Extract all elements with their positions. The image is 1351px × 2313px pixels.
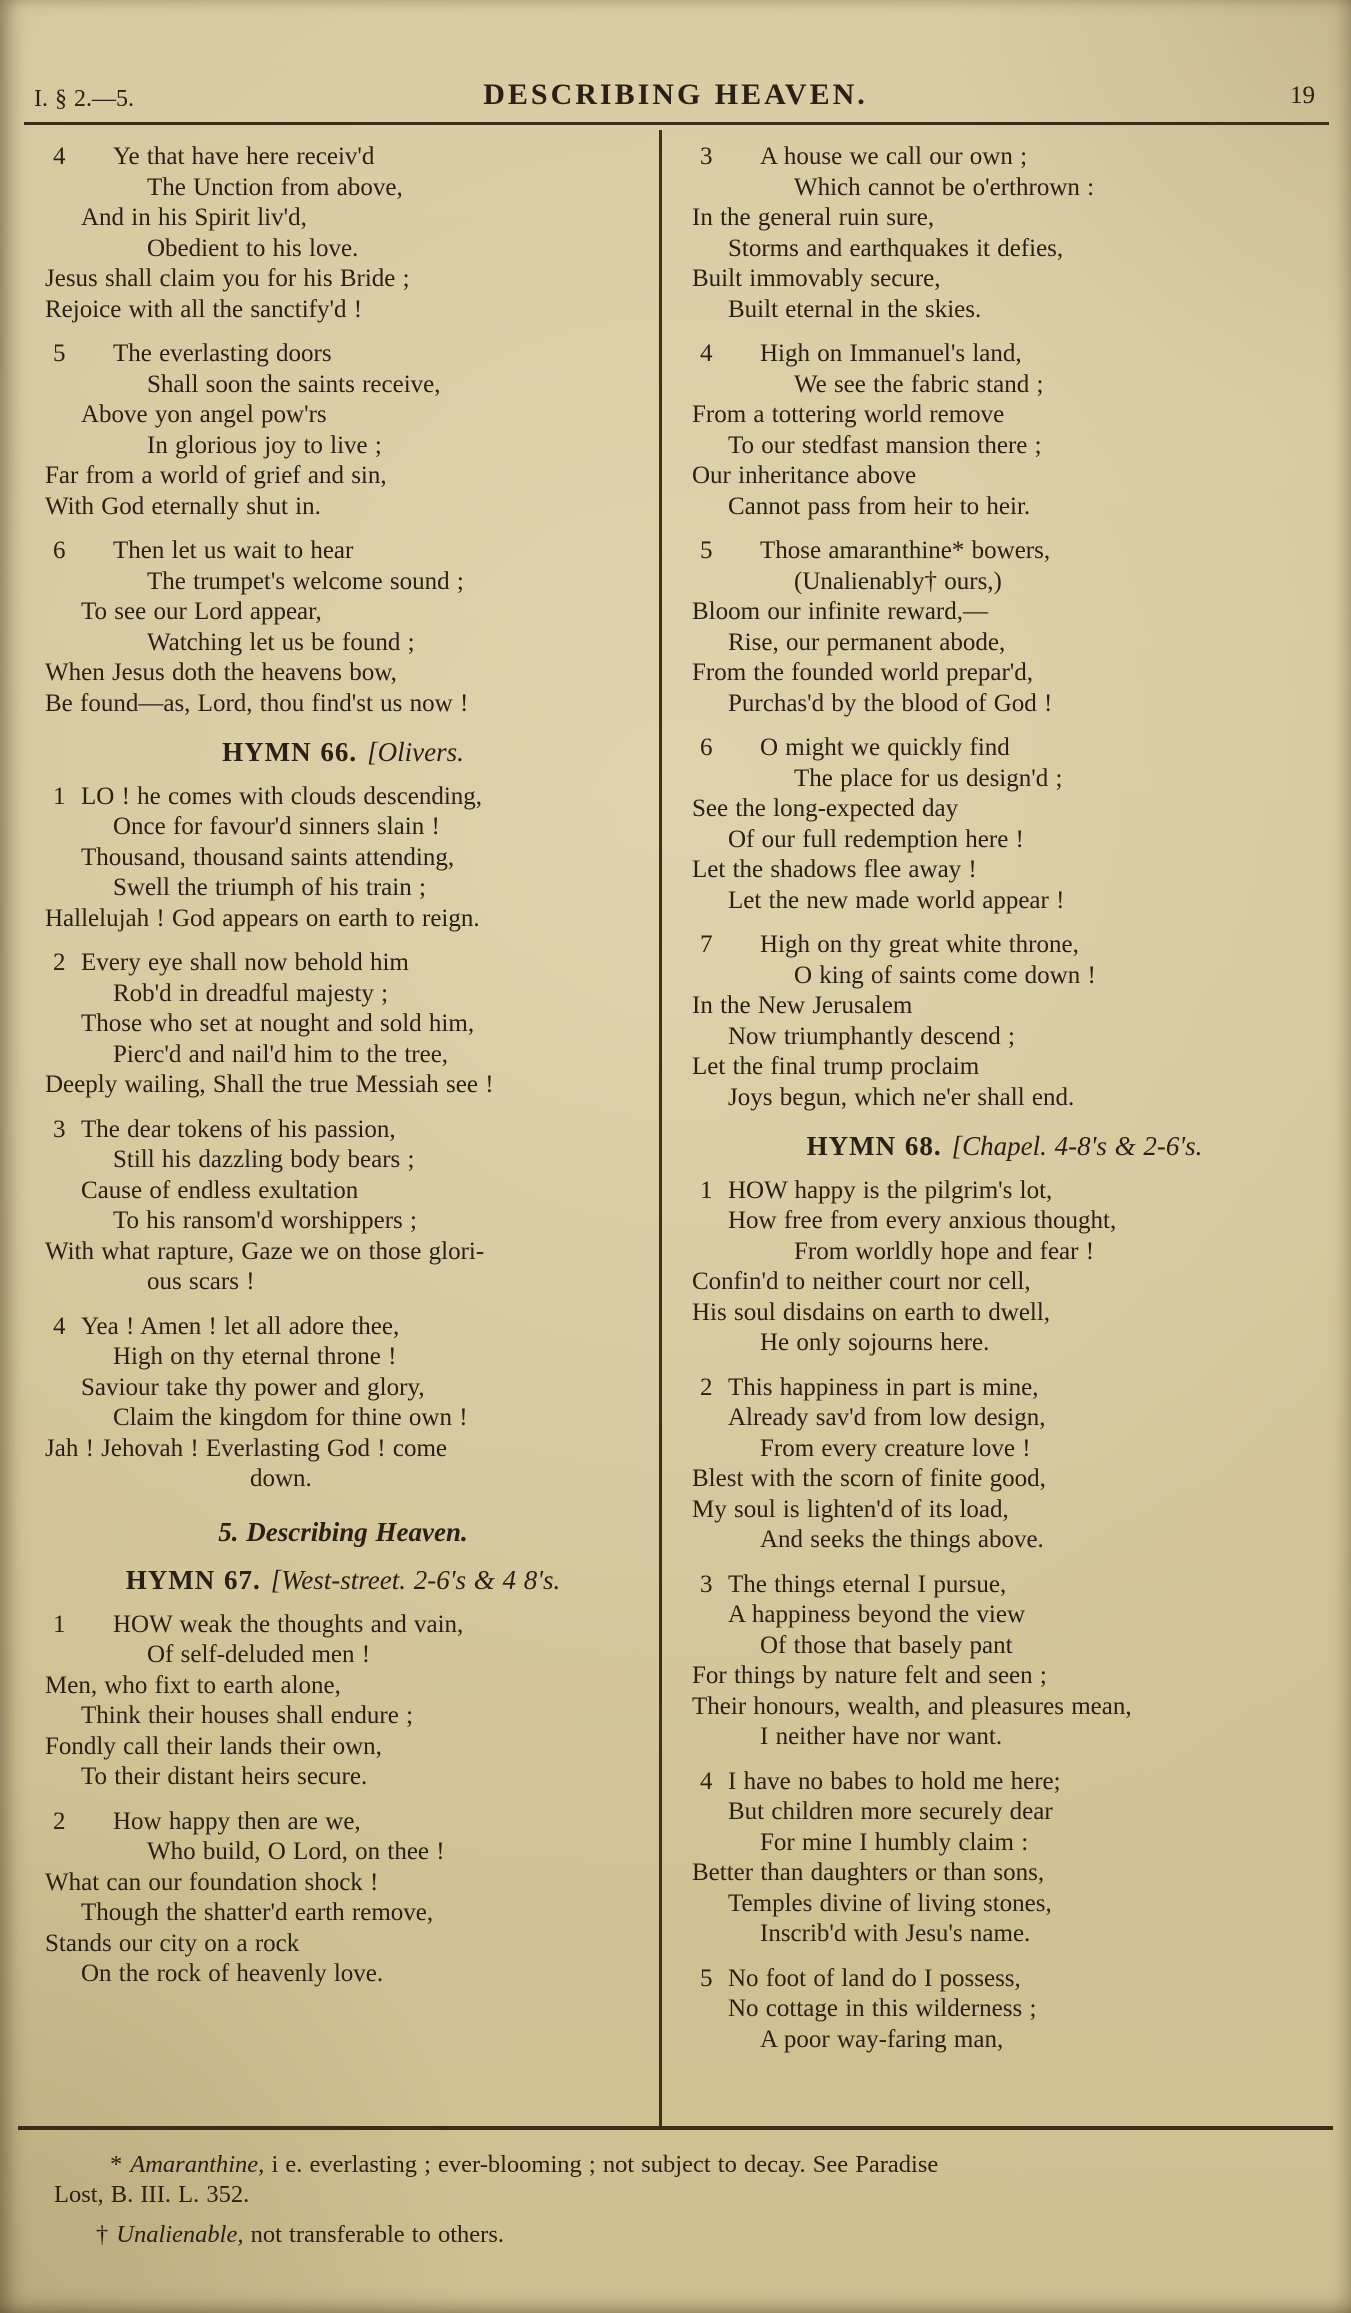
verse-line: LO ! he comes with clouds descending, (81, 782, 483, 810)
verse-line: I have no babes to hold me here; (728, 1767, 1061, 1795)
verse-line: Purchas'd by the blood of God ! (728, 689, 1053, 717)
header-rule (24, 122, 1329, 125)
verse (45, 1807, 641, 1990)
verse-line: On the rock of heavenly love. (81, 1960, 384, 1987)
verse-number: 2 (700, 1373, 713, 1401)
verse-line: Rise, our permanent abode, (728, 628, 1006, 656)
verse (692, 930, 1317, 1113)
verse-line: With what rapture, Gaze we on those glori- (45, 1237, 485, 1265)
verse-number: 7 (700, 931, 713, 958)
verse-line: In glorious joy to live ; (147, 431, 382, 459)
verse-line: A poor way-faring man, (760, 2025, 1004, 2053)
verse (692, 733, 1317, 916)
verse-line: Rob'd in dreadful majesty ; (113, 979, 389, 1007)
verse (45, 339, 641, 522)
verse-line: Above yon angel pow'rs (81, 401, 327, 428)
verse-line: To see our Lord appear, (81, 598, 322, 625)
verse-line: Let the new made world appear ! (728, 886, 1065, 914)
verse (45, 536, 641, 719)
column-divider (659, 130, 662, 2126)
verse-line: Every eye shall now behold him (81, 949, 409, 976)
verse (45, 142, 641, 325)
verse-line: Which cannot be o'erthrown : (794, 173, 1095, 201)
verse-line: Stands our city on a rock (45, 1929, 300, 1957)
verse-line: We see the fabric stand ; (794, 370, 1044, 398)
verse-line: O king of saints come down ! (794, 961, 1096, 989)
verse-number: 4 (700, 340, 713, 367)
verse-line: He only sojourns here. (760, 1329, 990, 1356)
verse-line: Obedient to his love. (147, 234, 359, 262)
verse-line: No cottage in this wilderness ; (728, 1995, 1037, 2022)
verse-line: The things eternal I pursue, (728, 1570, 1007, 1598)
verse (692, 1176, 1317, 1359)
verse-line: And seeks the things above. (760, 1526, 1044, 1553)
verse-line: I neither have nor want. (760, 1723, 1003, 1750)
page-title: DESCRIBING HEAVEN. (483, 78, 868, 111)
verse-line: Claim the kingdom for thine own ! (113, 1404, 468, 1431)
hymn-tune: [Chapel. 4-8's & 2-6's. (951, 1131, 1203, 1161)
verse-line: Of our full redemption here ! (728, 825, 1024, 853)
verse-line: A happiness beyond the view (728, 1601, 1026, 1628)
verse-line: See the long-expected day (692, 795, 959, 822)
verse-line: For mine I humbly claim : (760, 1828, 1029, 1856)
verse-line: How free from every anxious thought, (728, 1207, 1117, 1234)
verse-line: Joys begun, which ne'er shall end. (728, 1083, 1075, 1111)
verse-number: 3 (53, 1115, 66, 1143)
right-column (692, 142, 1317, 2069)
verse (45, 1115, 641, 1298)
verse-number: 6 (53, 537, 66, 564)
verse-line: Fondly call their lands their own, (45, 1732, 382, 1760)
footnote-marker: * (110, 2151, 123, 2178)
verse-line: Pierc'd and nail'd him to the tree, (113, 1040, 449, 1068)
verse-line: Who build, O Lord, on thee ! (147, 1838, 445, 1865)
verse-number: 5 (700, 1964, 713, 1992)
verse-line: Then let us wait to hear (113, 537, 354, 564)
section-heading: 5. Describing Heaven. (218, 1516, 468, 1547)
verse-number: 1 (53, 1610, 66, 1638)
verse-number: 3 (700, 1570, 713, 1598)
hymn-heading (692, 1131, 1317, 1162)
verse-line: down. (250, 1465, 312, 1492)
verse-number: 5 (700, 537, 713, 564)
verse-line: O might we quickly find (760, 734, 1010, 761)
hymn-tune: [West-street. 2-6's & 4 8's. (270, 1565, 561, 1595)
verse-number: 2 (53, 1807, 66, 1835)
verse-line: HOW happy is the pilgrim's lot, (728, 1176, 1053, 1204)
verse-line: From the founded world prepar'd, (692, 659, 1034, 686)
verse (692, 1964, 1317, 2056)
verse-line: Storms and earthquakes it defies, (728, 234, 1064, 262)
verse-line: Thousand, thousand saints attending, (81, 843, 455, 871)
verse (45, 1312, 641, 1495)
hymn-number: HYMN 66. (222, 737, 358, 767)
verse-line: Think their houses shall endure ; (81, 1702, 414, 1729)
verse-line: Ye that have here receiv'd (113, 143, 375, 170)
verse-line: To their distant heirs secure. (81, 1763, 368, 1790)
verse-line: Built eternal in the skies. (728, 295, 982, 323)
verse-line: Watching let us be found ; (147, 628, 415, 656)
verse (692, 1570, 1317, 1753)
verse-line: Jah ! Jehovah ! Everlasting God ! come (45, 1434, 448, 1462)
verse-line: His soul disdains on earth to dwell, (692, 1298, 1051, 1326)
verse-line: High on Immanuel's land, (760, 340, 1022, 367)
verse-number: 6 (700, 734, 713, 761)
verse-line: The dear tokens of his passion, (81, 1115, 396, 1143)
verse-line: From a tottering world remove (692, 401, 1005, 428)
verse-line: This happiness in part is mine, (728, 1373, 1039, 1401)
verse-line: Saviour take thy power and glory, (81, 1373, 425, 1401)
verse-line: In the New Jerusalem (692, 992, 913, 1019)
verse-line: Blest with the scorn of finite good, (692, 1465, 1046, 1492)
verse (692, 142, 1317, 325)
verse-line: Of self-deluded men ! (147, 1641, 371, 1668)
verse (45, 948, 641, 1101)
verse-line: Of those that basely pant (760, 1631, 1013, 1659)
hymn-number: HYMN 67. (125, 1565, 261, 1595)
footnote-line (40, 2150, 1325, 2180)
verse-line: Those who set at nought and sold him, (81, 1010, 475, 1037)
left-column (45, 142, 641, 2004)
verse-line: With God eternally shut in. (45, 492, 321, 520)
verse-line: No foot of land do I possess, (728, 1964, 1021, 1992)
verse-line: The Unction from above, (147, 173, 403, 201)
verse-number: 2 (53, 949, 66, 976)
footnote-text: Lost, B. III. L. 352. (54, 2181, 250, 2208)
verse-number: 1 (700, 1176, 713, 1204)
verse-line: The place for us design'd ; (794, 764, 1063, 792)
verse-line: Still his dazzling body bears ; (113, 1146, 415, 1173)
verse-line: Swell the triumph of his train ; (113, 874, 426, 901)
verse-line: Built immovably secure, (692, 265, 941, 292)
page-number: 19 (1290, 82, 1315, 109)
verse-line: Now triumphantly descend ; (728, 1022, 1015, 1050)
verse-number: 4 (53, 143, 66, 170)
verse-line: Cannot pass from heir to heir. (728, 492, 1031, 520)
verse (692, 536, 1317, 719)
hymn-heading (45, 1565, 641, 1596)
page-header (28, 78, 1323, 122)
verse-number: 4 (700, 1767, 713, 1795)
verse-line: Let the final trump proclaim (692, 1053, 980, 1080)
hymn-tune: [Olivers. (367, 737, 464, 767)
verse-line: And in his Spirit liv'd, (81, 204, 307, 231)
verse-line: Hallelujah ! God appears on earth to reign. (45, 904, 480, 932)
verse-line: Though the shatter'd earth remove, (81, 1899, 434, 1926)
verse-line: Rejoice with all the sanctify'd ! (45, 295, 363, 323)
verse (692, 339, 1317, 522)
verse-line: Already sav'd from low design, (728, 1404, 1046, 1431)
hymn-heading (45, 737, 641, 768)
verse-line: When Jesus doth the heavens bow, (45, 659, 397, 686)
verse-line: (Unalienably† ours,) (794, 567, 1002, 595)
verse-line: Be found—as, Lord, thou find'st us now ! (45, 689, 469, 717)
verse-line: The everlasting doors (113, 340, 332, 367)
verse-line: Deeply wailing, Shall the true Messiah see ! (45, 1071, 494, 1098)
verse-line: In the general ruin sure, (692, 204, 935, 231)
verse-line: Inscrib'd with Jesu's name. (760, 1920, 1031, 1947)
verse-line: A house we call our own ; (760, 143, 1028, 170)
verse-line: Men, who fixt to earth alone, (45, 1671, 341, 1699)
verse-line: My soul is lighten'd of its load, (692, 1495, 1009, 1523)
verse-line: But children more securely dear (728, 1798, 1053, 1825)
verse-line: HOW weak the thoughts and vain, (113, 1610, 464, 1638)
footnote-text: i e. everlasting ; ever-blooming ; not subject to decay. See Paradise (264, 2151, 939, 2178)
footnote-rule (18, 2126, 1333, 2130)
verse (692, 1767, 1317, 1950)
footnote-text: not transferable to others. (243, 2221, 504, 2248)
verse-line: Better than daughters or than sons, (692, 1859, 1045, 1886)
verse-line: Once for favour'd sinners slain ! (113, 813, 440, 840)
verse-line: How happy then are we, (113, 1807, 361, 1835)
verse-number: 3 (700, 143, 713, 170)
verse-line: To his ransom'd worshippers ; (113, 1207, 417, 1234)
verse-line: Cause of endless exultation (81, 1176, 359, 1204)
verse-line: The trumpet's welcome sound ; (147, 567, 464, 595)
verse-line: Bloom our infinite reward,— (692, 598, 988, 625)
verse-line: Shall soon the saints receive, (147, 370, 441, 398)
verse-line: Confin'd to neither court nor cell, (692, 1268, 1031, 1295)
verse-line: Jesus shall claim you for his Bride ; (45, 265, 410, 292)
verse-line: From worldly hope and fear ! (794, 1237, 1095, 1265)
verse-line: Their honours, wealth, and pleasures mean, (692, 1692, 1132, 1720)
header-section-ref: I. § 2.—5. (34, 86, 134, 112)
verse-line: Let the shadows flee away ! (692, 856, 977, 883)
verse-line: ous scars ! (147, 1268, 255, 1295)
verse-line: Far from a world of grief and sin, (45, 462, 387, 489)
verse-line: For things by nature felt and seen ; (692, 1662, 1047, 1689)
verse (692, 1373, 1317, 1556)
verse-line: What can our foundation shock ! (45, 1868, 379, 1896)
verse-line: High on thy great white throne, (760, 931, 1079, 958)
footnote-term: Amaranthine, (130, 2151, 265, 2178)
verse-line: From every creature love ! (760, 1434, 1031, 1462)
footnote-line (40, 2220, 1325, 2250)
verse-number: 5 (53, 340, 66, 367)
verse-line: Those amaranthine* bowers, (760, 537, 1051, 564)
verse-number: 4 (53, 1312, 66, 1340)
verse (45, 782, 641, 935)
verse-line: Yea ! Amen ! let all adore thee, (81, 1312, 400, 1340)
verse-number: 1 (53, 782, 66, 810)
verse-line: Temples divine of living stones, (728, 1889, 1052, 1917)
verse-line: To our stedfast mansion there ; (728, 431, 1042, 459)
verse (45, 1610, 641, 1793)
hymn-number: HYMN 68. (806, 1131, 942, 1161)
verse-line: High on thy eternal throne ! (113, 1343, 397, 1370)
footnotes (40, 2150, 1325, 2250)
footnote-term: Unalienable, (116, 2221, 244, 2248)
footnote-marker: † (96, 2221, 109, 2248)
verse-line: Our inheritance above (692, 462, 917, 489)
footnote-line (40, 2180, 1325, 2210)
